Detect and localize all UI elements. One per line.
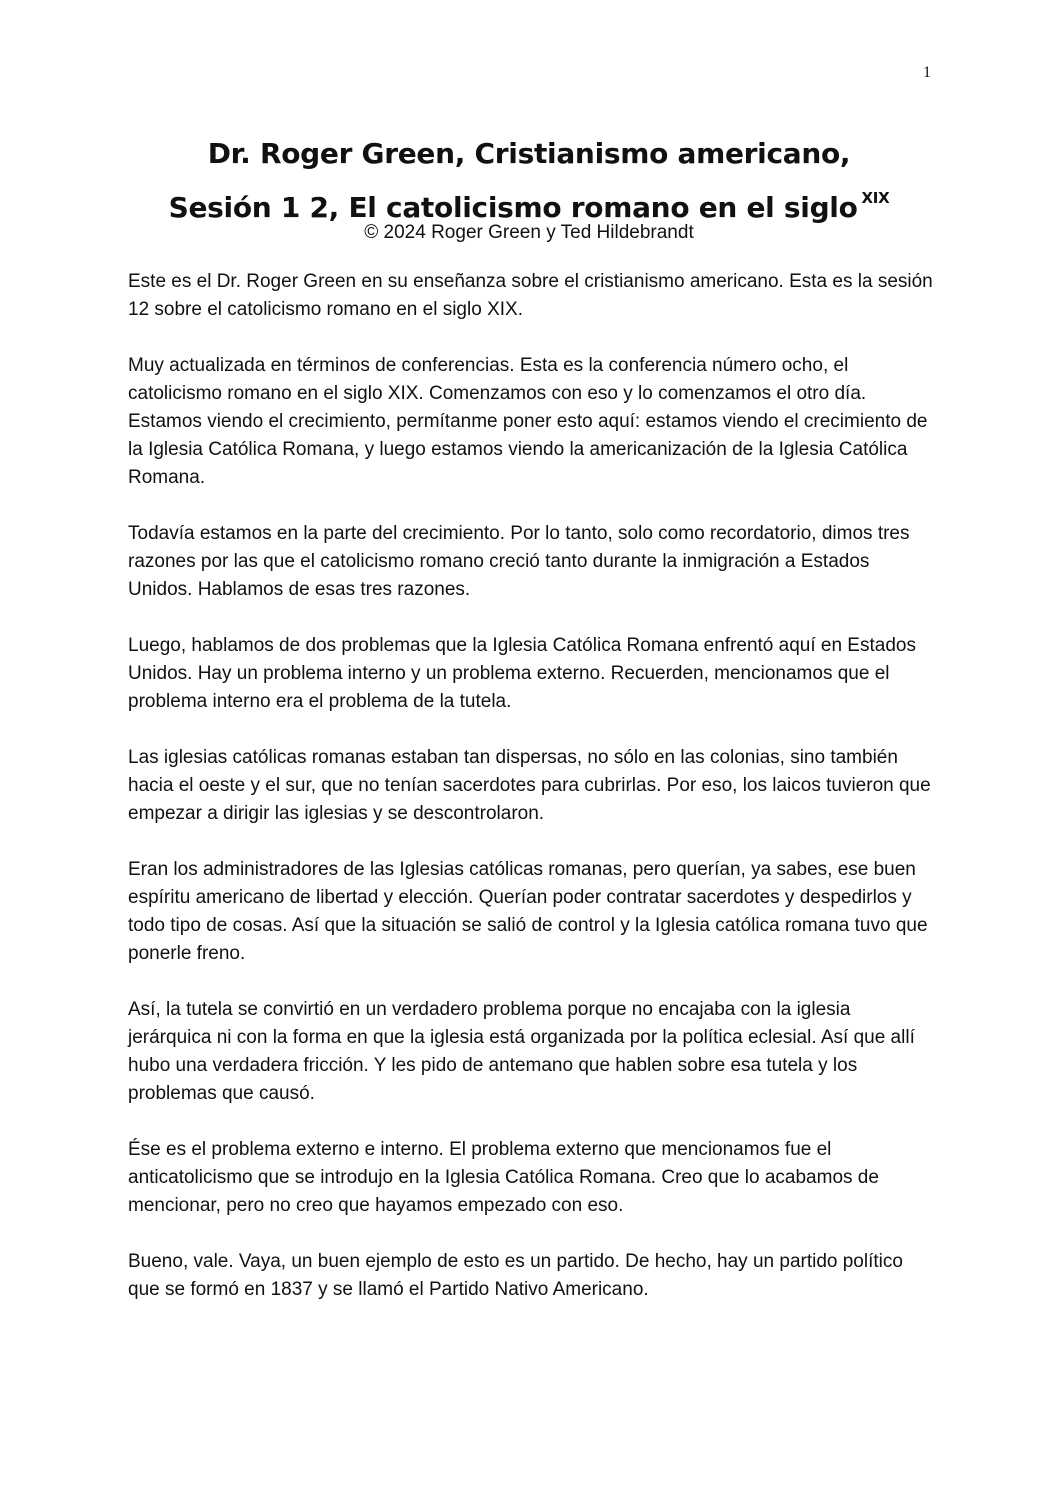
copyright-notice: © 2024 Roger Green y Ted Hildebrandt [364,222,694,243]
title-superscript: XIX [861,189,890,207]
paragraph-7: Así, la tutela se convirtió en un verdadero problema porque no encajaba con la iglesia jerárquica ni con la forma en que la iglesia está organizada por la política eclesial. Así que allí hubo una verdadera fricción. Y les pido de antemano que hablen sobre esa tutela y los problemas que causó. [128,999,915,1104]
paragraph-6: Eran los administradores de las Iglesias católicas romanas, pero querían, ya sabes, ese buen espíritu americano de libertad y elección. Querían poder contratar sacerdotes y despedirlos y todo tipo de cosas. Así que la situación se salió de control y la Iglesia católica romana tuvo que ponerle freno. [128,859,928,964]
paragraph-1: Este es el Dr. Roger Green en su enseñanza sobre el cristianismo americano. Esta es la sesión 12 sobre el catolicismo romano en el siglo XIX. [128,271,933,320]
page-number: 1 [923,64,931,81]
paragraph-9: Bueno, vale. Vaya, un buen ejemplo de esto es un partido. De hecho, hay un partido político que se formó en 1837 y se llamó el Partido Nativo Americano. [128,1251,903,1300]
title-line-2-text: Sesión 1 2, El catolicismo romano en el siglo [168,191,858,224]
document-title [0,132,1058,230]
paragraph-8: Ése es el problema externo e interno. El problema externo que mencionamos fue el anticatolicismo que se introdujo en la Iglesia Católica Romana. Creo que lo acabamos de mencionar, pero no creo que hayamos empezado con eso. [128,1139,879,1216]
paragraph-3: Todavía estamos en la parte del crecimiento. Por lo tanto, solo como recordatorio, dimos tres razones por las que el catolicismo romano creció tanto durante la inmigración a Estados Unidos. Hablamos de esas tres razones. [128,523,910,600]
paragraph-4: Luego, hablamos de dos problemas que la Iglesia Católica Romana enfrentó aquí en Estados Unidos. Hay un problema interno y un problema externo. Recuerden, mencionamos que el problema interno era el problema de la tutela. [128,635,916,712]
paragraph-2: Muy actualizada en términos de conferencias. Esta es la conferencia número ocho, el catolicismo romano en el siglo XIX. Comenzamos con eso y lo comenzamos el otro día. Estamos viendo el crecimiento, permítanme poner esto aquí: estamos viendo el crecimiento de la Iglesia Católica Romana, y luego estamos viendo la americanización de la Iglesia Católica Romana. [128,355,928,488]
title-line-1: Dr. Roger Green, Cristianismo americano, [207,137,851,170]
document-body [128,268,938,1332]
paragraph-5: Las iglesias católicas romanas estaban tan dispersas, no sólo en las colonias, sino también hacia el oeste y el sur, que no tenían sacerdotes para cubrirlas. Por eso, los laicos tuvieron que empezar a dirigir las iglesias y se descontrolaron. [128,747,931,824]
